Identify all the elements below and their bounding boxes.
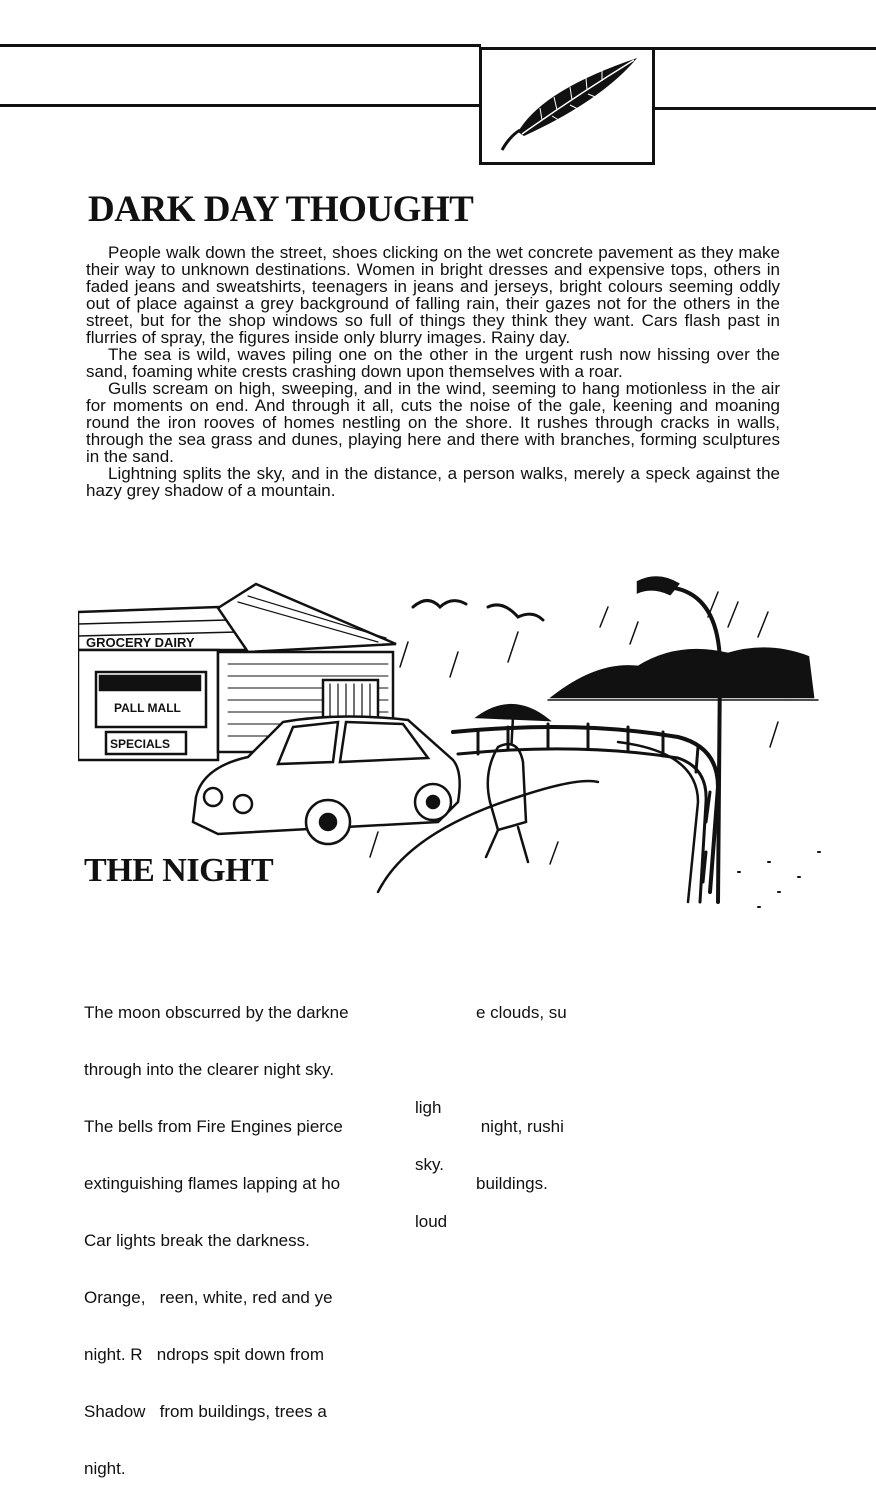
gull-icon xyxy=(488,605,543,620)
window-sign-2: SPECIALS xyxy=(110,737,171,751)
distant-hills xyxy=(553,649,813,697)
article-body xyxy=(86,244,780,499)
poem-title: THE NIGHT xyxy=(84,852,274,889)
poem-line: Car lights break the darkness. xyxy=(84,1231,310,1250)
poem-line: night. xyxy=(84,1459,126,1478)
poem-line: The moon obscurred by the darkne xyxy=(84,1003,349,1022)
house-roof xyxy=(218,584,396,652)
article-title: DARK DAY THOUGHT xyxy=(88,189,474,230)
poem-line: ligh xyxy=(415,1098,442,1117)
poem-left-column xyxy=(84,965,349,1497)
article-paragraph: Gulls scream on high, sweeping, and in the wind, seeming to hang motionless in the air for moments on end. And through it all, cuts the noise of the gale, keening and moaning round the iron rooves of homes nestling on the shore. It rushes through cracks in walls, through the sea grass and dunes, playing here and there with branches, forming sculptures in the sand. xyxy=(86,379,780,466)
poem-line: night. R ndrops spit down from xyxy=(84,1345,325,1364)
poem-line: extinguishing flames lapping at ho xyxy=(84,1174,341,1193)
gull-icon xyxy=(413,601,466,608)
poem-right-column xyxy=(476,965,567,1212)
article-paragraph: The sea is wild, waves piling one on the other in the urgent rush now hissing over the sand, foaming white crests crashing down upon themselves with a roar. xyxy=(86,345,780,381)
header-rule-top-left xyxy=(0,44,481,47)
poem-line: through into the clearer night sky. xyxy=(84,1060,335,1079)
poem-line: Shadow from buildings, trees a xyxy=(84,1402,327,1421)
shop-sign: GROCERY DAIRY xyxy=(86,635,195,650)
poem-line: sky. xyxy=(415,1155,444,1174)
article-paragraph: Lightning splits the sky, and in the distance, a person walks, merely a speck against the hazy grey shadow of a mountain. xyxy=(86,464,780,500)
poem-line: buildings. xyxy=(476,1174,548,1193)
poem-line xyxy=(476,1060,567,1079)
walking-person xyxy=(488,744,526,830)
header-rule-bottom-right xyxy=(653,107,876,110)
poem-line: Orange, reen, white, red and ye xyxy=(84,1288,333,1307)
poem-middle-column xyxy=(415,1060,447,1250)
header-rule-top-right xyxy=(653,47,876,50)
poem-line: e clouds, su xyxy=(476,1003,567,1022)
window-sign: PALL MALL xyxy=(114,701,181,715)
header-rule-bottom-left xyxy=(0,104,481,107)
poem-line: loud xyxy=(415,1212,448,1231)
article-paragraph: People walk down the street, shoes clicking on the wet concrete pavement as they make their way to unknown destinations. Women in bright dresses and expensive tops, others in faded jeans and sweatshirts, teenagers in jeans and jerseys, bright colours seeming oddly out of place against a grey background of falling rain, their gazes not for the others in the street, but for the shop windows so full of things they think they want. Cars flash past in flurries of spray, the figures inside only blurry images. Rainy day. xyxy=(86,243,780,347)
poem-line: The bells from Fire Engines pierce xyxy=(84,1117,343,1136)
feather-frame xyxy=(479,47,655,165)
poem-line: night, rushi xyxy=(476,1117,564,1136)
feather-icon xyxy=(482,50,652,162)
